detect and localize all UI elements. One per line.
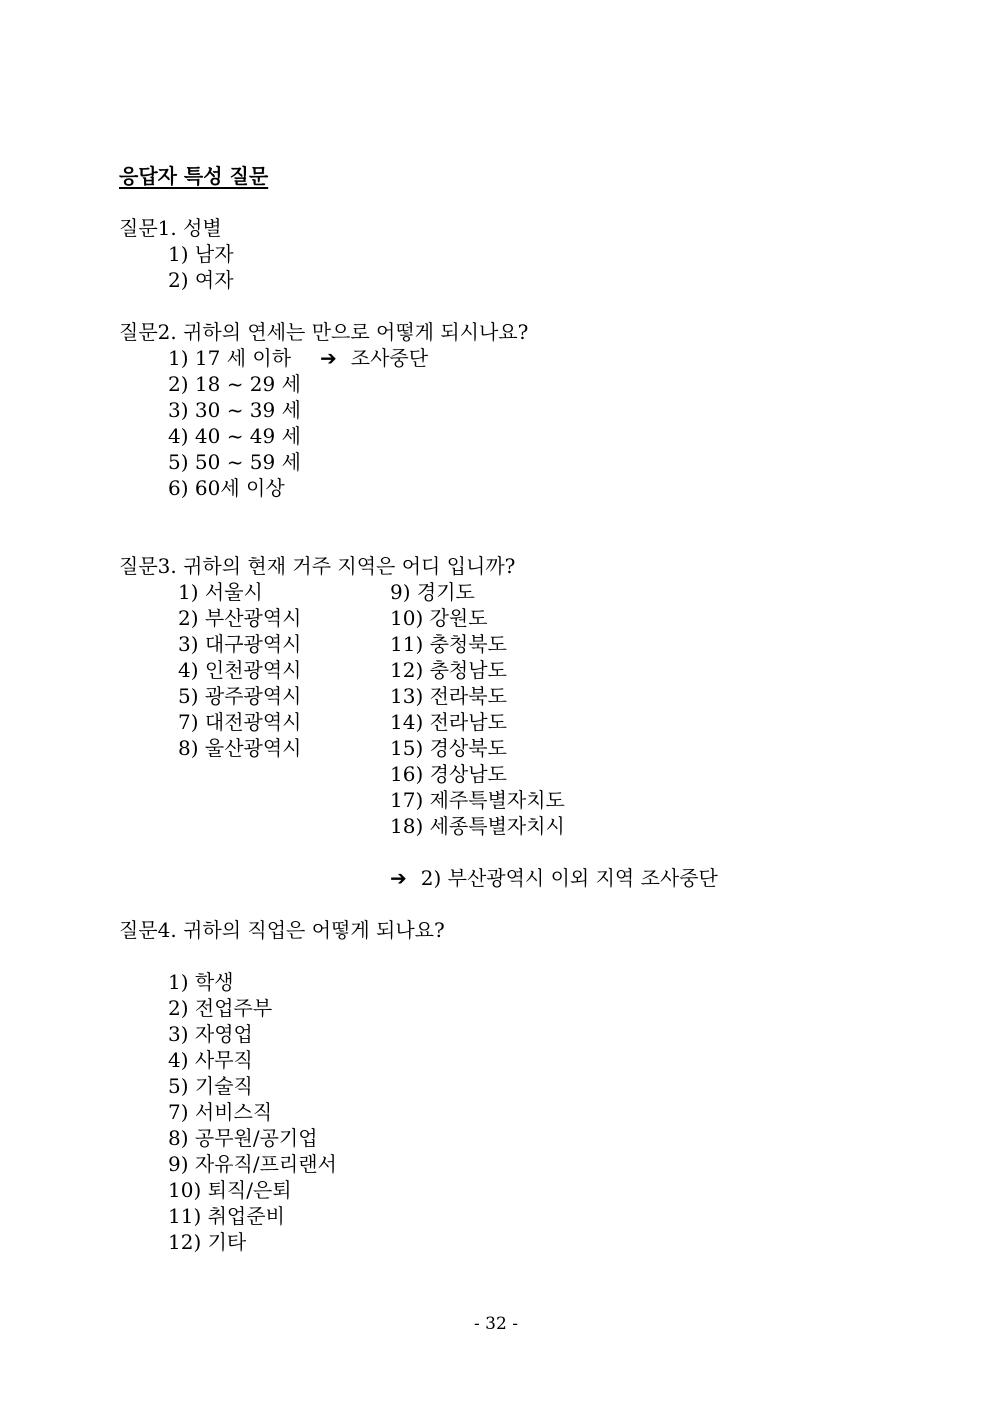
q2-option: 6) 60세 이상 bbox=[168, 476, 285, 500]
q3-right-option: 13) 전라북도 bbox=[390, 684, 507, 708]
q4-option: 1) 학생 bbox=[168, 970, 234, 994]
q3-left-option: 7) 대전광역시 bbox=[178, 710, 302, 734]
q3-right-option: 18) 세종특별자치시 bbox=[390, 814, 565, 838]
right-arrow-icon: ➔ bbox=[320, 346, 337, 370]
q2-option: 1) 17 세 이하 bbox=[168, 346, 292, 370]
q3-right-option: 10) 강원도 bbox=[390, 606, 488, 630]
q3-right-option: 16) 경상남도 bbox=[390, 762, 507, 786]
q2-stop-text: 조사중단 bbox=[350, 346, 429, 370]
q4-option: 5) 기술직 bbox=[168, 1074, 253, 1098]
q3-stop-text: 2) 부산광역시 이외 지역 조사중단 bbox=[420, 866, 718, 890]
q4-option: 10) 퇴직/은퇴 bbox=[168, 1178, 292, 1202]
q3-right-option: 11) 충청북도 bbox=[390, 632, 507, 656]
q3-left-option: 3) 대구광역시 bbox=[178, 632, 302, 656]
question-4: 질문4. 귀하의 직업은 어떻게 되나요? bbox=[119, 918, 445, 942]
page-number: - 32 - bbox=[474, 1314, 518, 1334]
q4-option: 9) 자유직/프리랜서 bbox=[168, 1152, 337, 1176]
q3-left-option: 8) 울산광역시 bbox=[178, 736, 302, 760]
q3-right-option: 14) 전라남도 bbox=[390, 710, 507, 734]
q4-option: 4) 사무직 bbox=[168, 1048, 253, 1072]
q4-option: 12) 기타 bbox=[168, 1230, 247, 1254]
section-title: 응답자 특성 질문 bbox=[119, 164, 269, 188]
q1-option: 2) 여자 bbox=[168, 268, 234, 292]
q3-left-option: 1) 서울시 bbox=[178, 580, 263, 604]
q4-option: 8) 공무원/공기업 bbox=[168, 1126, 318, 1150]
q3-right-option: 9) 경기도 bbox=[390, 580, 475, 604]
q3-right-option: 17) 제주특별자치도 bbox=[390, 788, 565, 812]
question-1: 질문1. 성별 bbox=[119, 216, 222, 240]
q4-option: 3) 자영업 bbox=[168, 1022, 253, 1046]
right-arrow-icon: ➔ bbox=[390, 866, 407, 890]
q3-stop-note bbox=[390, 865, 718, 891]
q3-right-option: 15) 경상북도 bbox=[390, 736, 507, 760]
q3-right-option: 12) 충청남도 bbox=[390, 658, 507, 682]
q2-stop-note bbox=[320, 345, 428, 371]
q4-option: 2) 전업주부 bbox=[168, 996, 273, 1020]
q3-left-option: 4) 인천광역시 bbox=[178, 658, 302, 682]
q3-left-option: 5) 광주광역시 bbox=[178, 684, 302, 708]
q2-option: 2) 18 ~ 29 세 bbox=[168, 372, 301, 396]
question-2: 질문2. 귀하의 연세는 만으로 어떻게 되시나요? bbox=[119, 320, 529, 344]
q2-option: 5) 50 ~ 59 세 bbox=[168, 450, 301, 474]
q2-option: 4) 40 ~ 49 세 bbox=[168, 424, 301, 448]
q2-option: 3) 30 ~ 39 세 bbox=[168, 398, 301, 422]
question-3: 질문3. 귀하의 현재 거주 지역은 어디 입니까? bbox=[119, 554, 516, 578]
q4-option: 7) 서비스직 bbox=[168, 1100, 273, 1124]
q1-option: 1) 남자 bbox=[168, 242, 234, 266]
q3-left-option: 2) 부산광역시 bbox=[178, 606, 302, 630]
q4-option: 11) 취업준비 bbox=[168, 1204, 285, 1228]
